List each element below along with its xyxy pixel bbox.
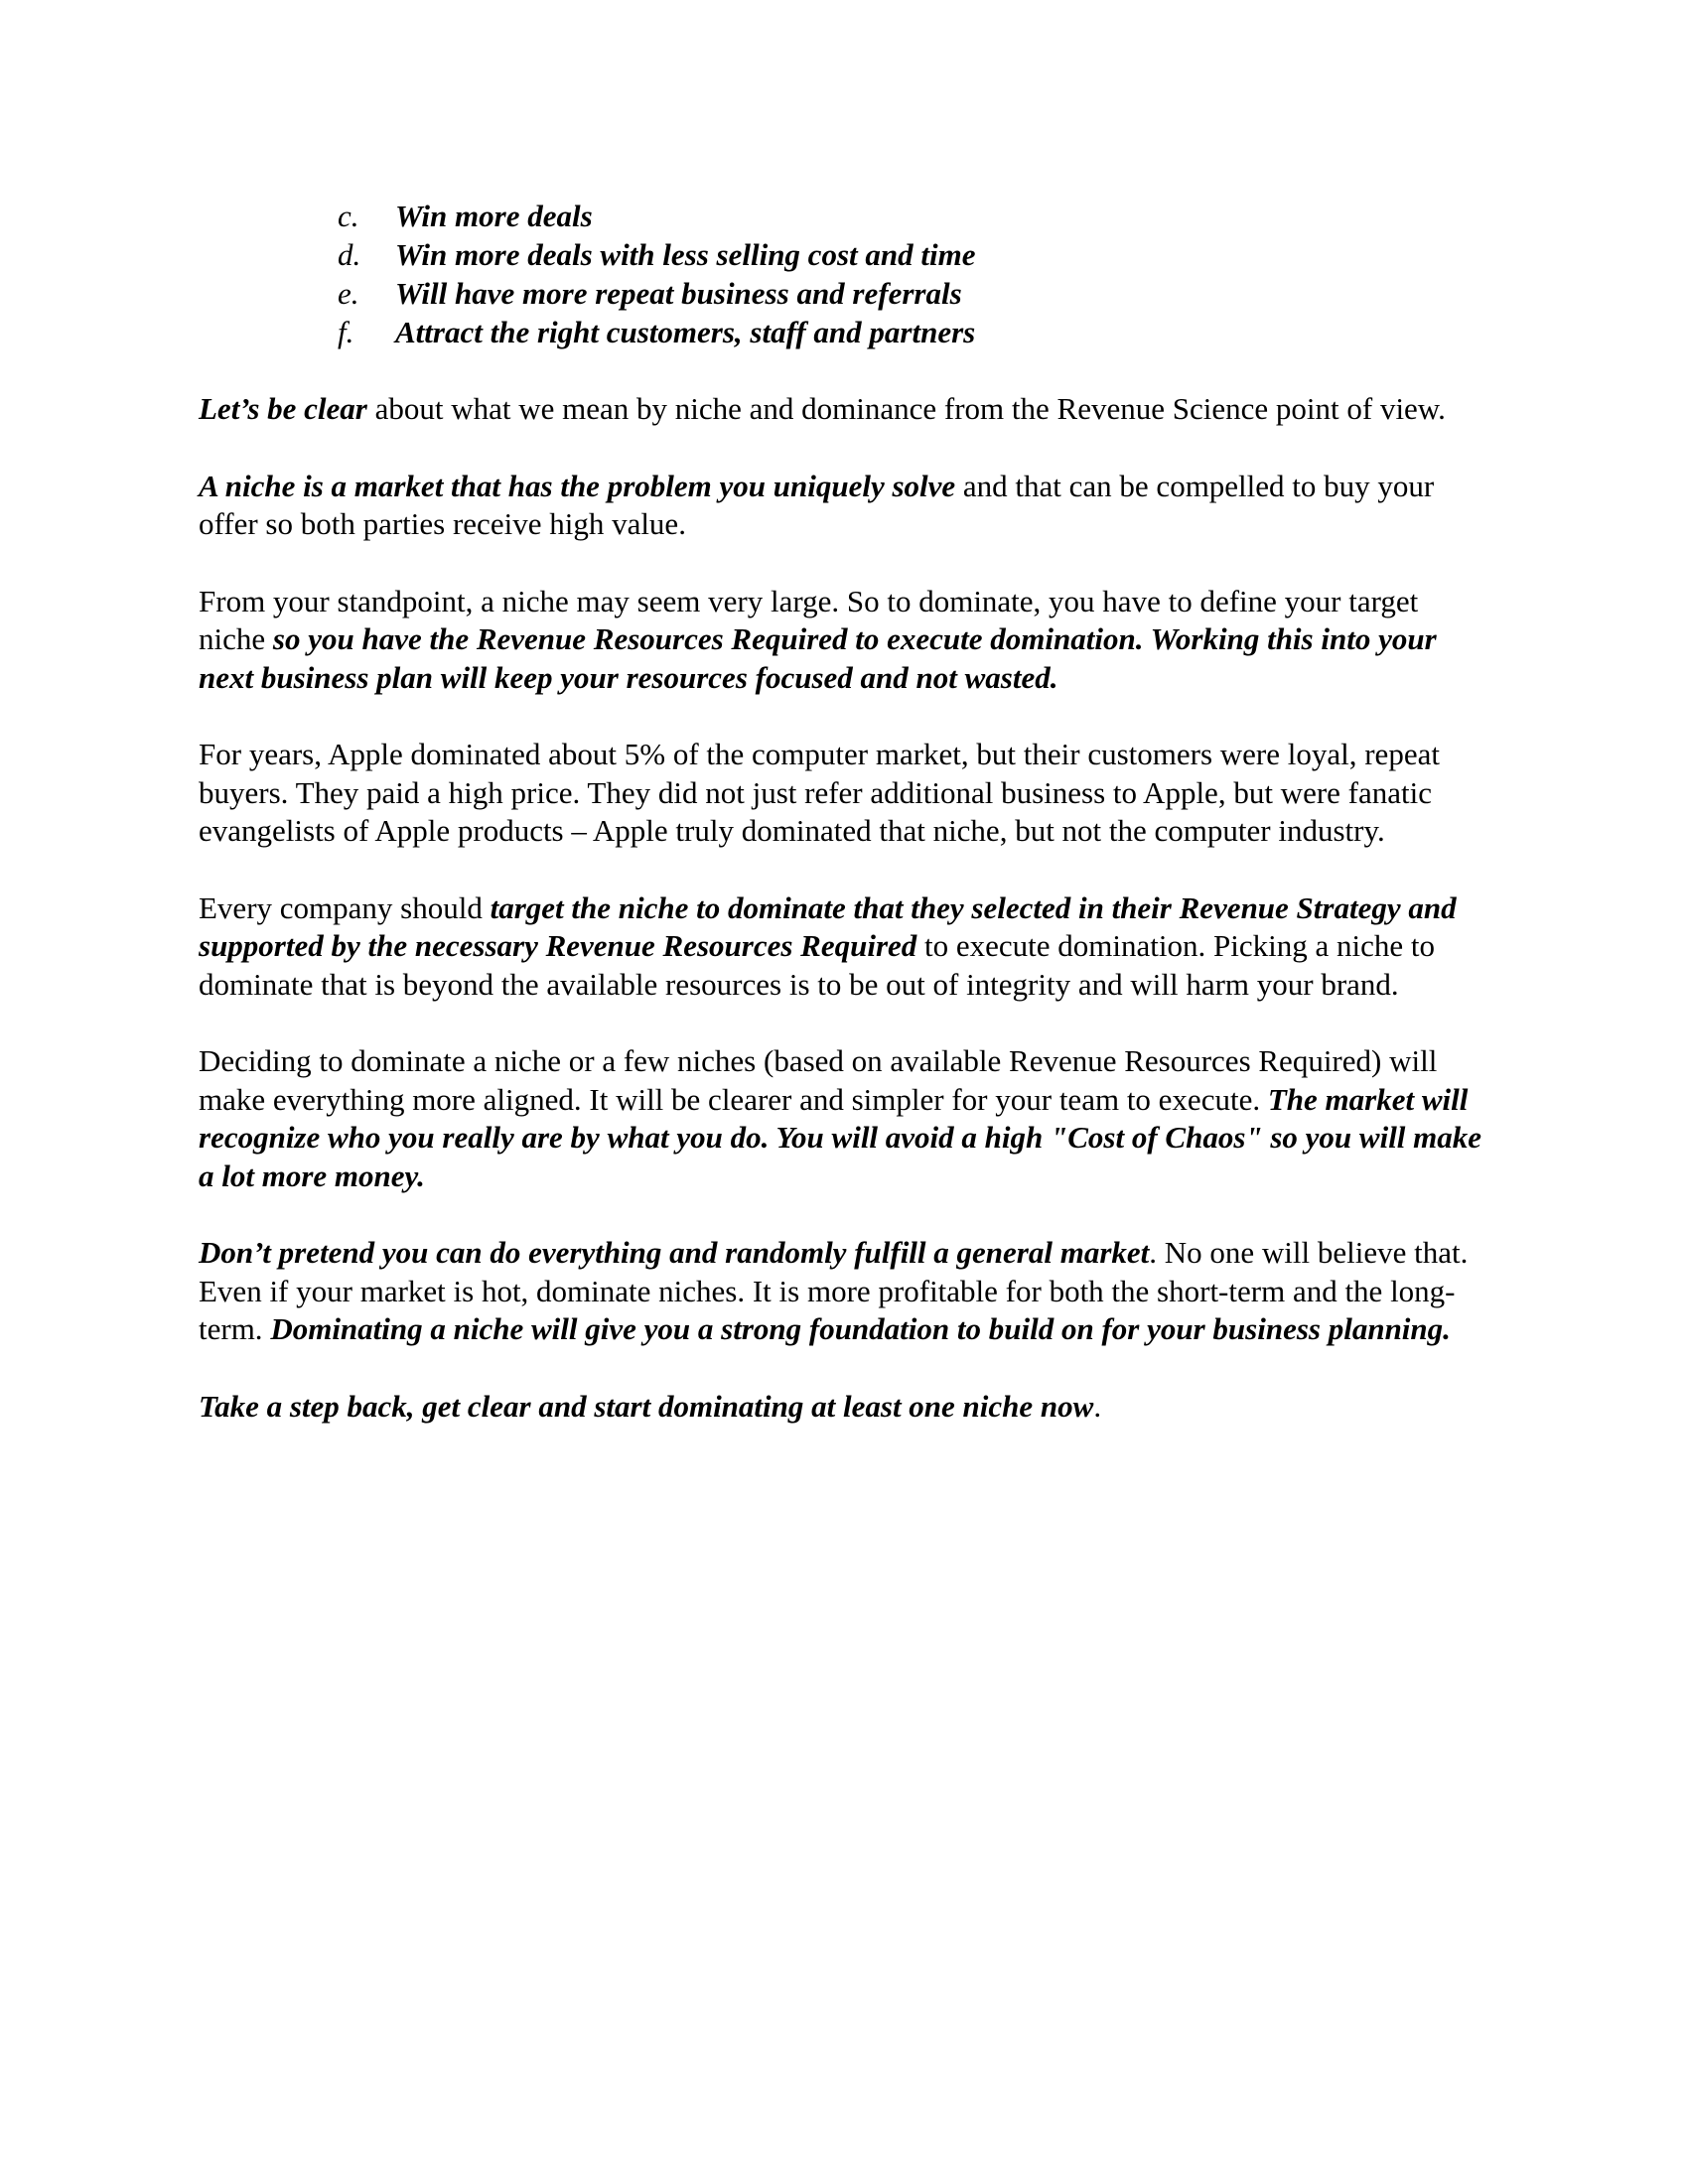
benefits-list [338, 197, 1509, 351]
emphasis-text: Dominating a niche will give you a strong foundation to build on for your business planning. [270, 1311, 1451, 1346]
list-item [338, 197, 1509, 235]
paragraph-every-company [199, 889, 1489, 1005]
list-item-text: Win more deals with less selling cost and time [395, 237, 976, 272]
paragraph-text: and that can be compelled to buy your offer so both parties receive high value. [199, 468, 1435, 541]
paragraph-text: For years, Apple dominated about 5% of the computer market, but their customers were loyal, repeat buyers. They paid a high price. They did not just refer additional business to Apple, but were fanatic evangelists of Apple products – Apple truly dominated that niche, but not the computer industry. [199, 737, 1440, 848]
emphasis-text: target the niche to dominate that they selected in their Revenue Strategy and supported by the necessary Revenue Resources Required [199, 889, 1457, 963]
paragraph-text: to execute domination. Picking a niche to dominate that is beyond the available resources is to be out of integrity and will harm your brand. [199, 928, 1435, 1002]
list-item-text: Win more deals [395, 199, 593, 233]
paragraph-text: about what we mean by niche and dominance from the Revenue Science point of view. [366, 391, 1446, 426]
emphasis-text: The market will recognize who you really are by what you do. You will avoid a high "Cost of Chaos" so you will make a lot more money. [199, 1081, 1482, 1193]
paragraph-text: Deciding to dominate a niche or a few niches (based on available Revenue Resources Required) will make everything more aligned. It will be clearer and simpler for your team to execute. [199, 1043, 1438, 1117]
paragraph-text: . [1093, 1388, 1102, 1424]
emphasis-text: Let’s be clear [199, 391, 367, 426]
paragraph-standpoint [199, 583, 1489, 698]
paragraph-apple [199, 736, 1489, 851]
list-item [338, 235, 1509, 274]
paragraph-niche-definition [199, 468, 1489, 544]
emphasis-text: A niche is a market that has the problem you uniquely solve [199, 468, 956, 503]
list-item-text: Attract the right customers, staff and partners [395, 315, 976, 349]
list-marker: c. [338, 199, 359, 233]
paragraph-deciding [199, 1042, 1489, 1195]
emphasis-text: so you have the Revenue Resources Required to execute domination. Working this into your next business plan will keep your resources focused and not wasted. [199, 621, 1437, 695]
emphasis-text: Don’t pretend you can do everything and randomly fulfill a general market [199, 1235, 1150, 1270]
paragraph-text: From your standpoint, a niche may seem very large. So to dominate, you have to define your target niche [199, 583, 1419, 656]
paragraph-take-a-step-back [199, 1388, 1489, 1427]
list-item [338, 274, 1509, 313]
list-marker: d. [338, 237, 361, 272]
body-text [199, 390, 1489, 1464]
list-marker: e. [338, 276, 359, 311]
paragraph-lets-be-clear [199, 390, 1489, 429]
list-item-text: Will have more repeat business and referrals [395, 276, 962, 311]
paragraph-dont-pretend [199, 1234, 1489, 1349]
list-marker: f. [338, 315, 354, 349]
emphasis-text: Take a step back, get clear and start dominating at least one niche now [199, 1388, 1094, 1424]
list-item [338, 313, 1509, 351]
paragraph-text: Every company should [199, 889, 491, 925]
paragraph-text: . No one will believe that. Even if your market is hot, dominate niches. It is more profitable for both the short-term and the long-term. [199, 1235, 1469, 1346]
